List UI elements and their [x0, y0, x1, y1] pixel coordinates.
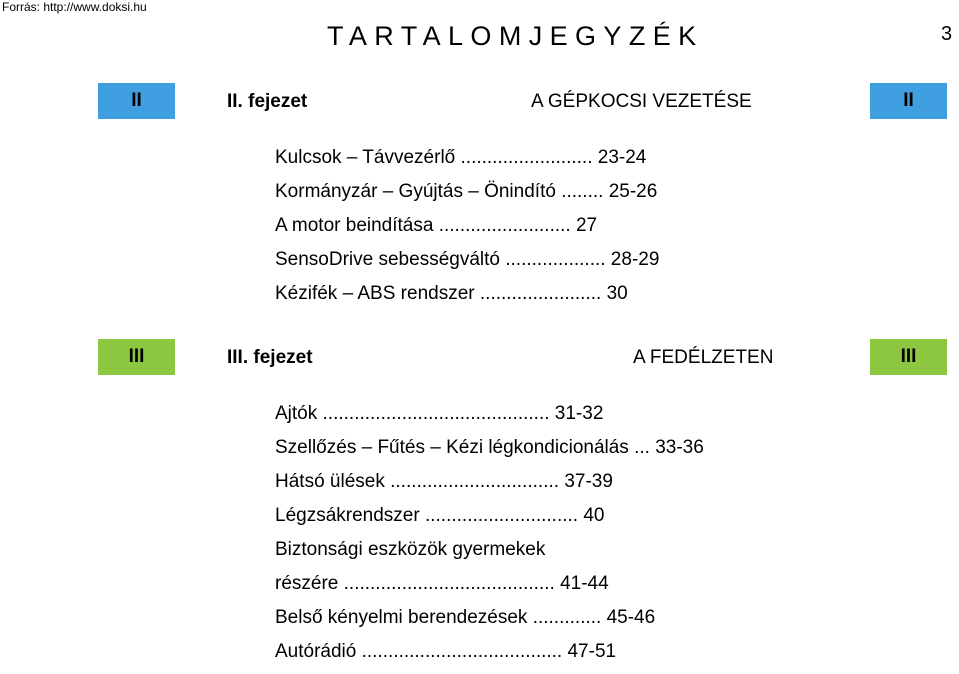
toc-list [275, 146, 659, 316]
toc-entry: részére ........................................ 41-44 [275, 573, 609, 594]
chapter-badge-left: II [98, 83, 175, 119]
toc-entry: Belső kényelmi berendezések ............. 45-46 [275, 607, 656, 628]
chapter-badge-right: II [870, 83, 947, 119]
toc-entry: Biztonsági eszközök gyermekek [275, 539, 546, 560]
toc-entry: Kormányzár – Gyújtás – Önindító ........ 25-26 [275, 181, 658, 202]
toc-entry: Légzsákrendszer ............................. 40 [275, 505, 605, 526]
toc-list [275, 402, 704, 674]
toc-entry: Hátsó ülések ................................ 37-39 [275, 471, 613, 492]
chapter-title: II. fejezet [227, 91, 308, 112]
chapter-badge-right: III [870, 339, 947, 375]
page-number: 3 [941, 23, 953, 45]
chapter-title: III. fejezet [227, 347, 313, 368]
toc-entry: Kézifék – ABS rendszer ....................... 30 [275, 283, 628, 304]
toc-entry: Autórádió ...................................... 47-51 [275, 641, 617, 662]
chapter-badge-left: III [98, 339, 175, 375]
chapter-subtitle: A GÉPKOCSI VEZETÉSE [531, 91, 752, 112]
toc-entry: A motor beindítása ......................... 27 [275, 215, 598, 236]
toc-entry: Kulcsok – Távvezérlő ......................... 23-24 [275, 147, 647, 168]
toc-entry: Szellőzés – Fűtés – Kézi légkondicionálás ... 33-36 [275, 437, 704, 458]
page-title: TARTALOMJEGYZÉK [327, 21, 704, 51]
toc-entry: Ajtók ........................................... 31-32 [275, 403, 604, 424]
chapter-subtitle: A FEDÉLZETEN [633, 347, 774, 368]
toc-entry: SensoDrive sebességváltó ................... 28-29 [275, 249, 660, 270]
source-note: Forrás: http://www.doksi.hu [2, 0, 147, 14]
